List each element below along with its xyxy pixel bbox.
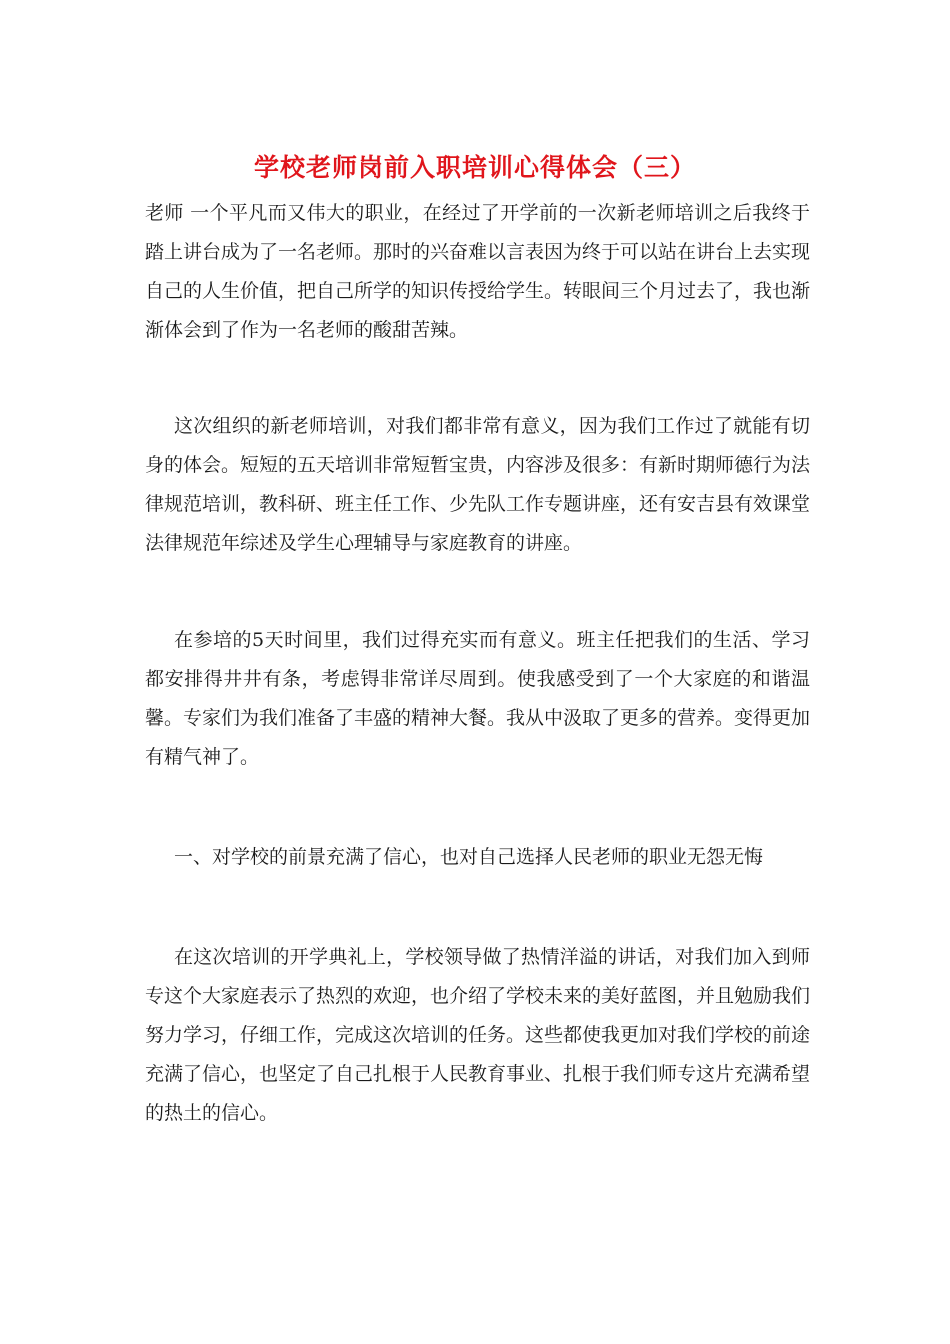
- paragraph-training-overview: 这次组织的新老师培训，对我们都非常有意义，因为我们工作过了就能有切身的体会。短短的五天培训非常短暂宝贵，内容涉及很多：有新时期师德行为法律规范培训，教科研、班主任工作、少先队工作专题讲座，还有安吉县有效课堂法律规范年综述及学生心理辅导与家庭教育的讲座。: [145, 415, 811, 554]
- paragraph-opening-ceremony: 在这次培训的开学典礼上，学校领导做了热情洋溢的讲话，对我们加入到师专这个大家庭表示了热烈的欢迎，也介绍了学校未来的美好蓝图，并且勉励我们努力学习，仔细工作，完成这次培训的任务。这些都使我更加对我们学校的前途充满了信心，也坚定了自己扎根于人民教育事业、扎根于我们师专这片充满希望的热土的信心。: [145, 946, 811, 1124]
- section-heading-one: 一、对学校的前景充满了信心，也对自己选择人民老师的职业无怨无悔: [174, 846, 764, 868]
- paragraph-intro: 老师 一个平凡而又伟大的职业，在经过了开学前的一次新老师培训之后我终于踏上讲台成为了一名老师。那时的兴奋难以言表因为终于可以站在讲台上去实现自己的人生价值，把自己所学的知识传授给学生。转眼间三个月过去了，我也渐渐体会到了作为一名老师的酸甜苦辣。: [145, 202, 811, 341]
- paragraph-five-days: 在参培的5天时间里，我们过得充实而有意义。班主任把我们的生活、学习都安排得井井有条，考虑锝非常详尽周到。使我感受到了一个大家庭的和谐温馨。专家们为我们准备了丰盛的精神大餐。我从中汲取了更多的营养。变得更加有精气神了。: [145, 629, 811, 768]
- document-title: 学校老师岗前入职培训心得体会（三）: [253, 153, 696, 182]
